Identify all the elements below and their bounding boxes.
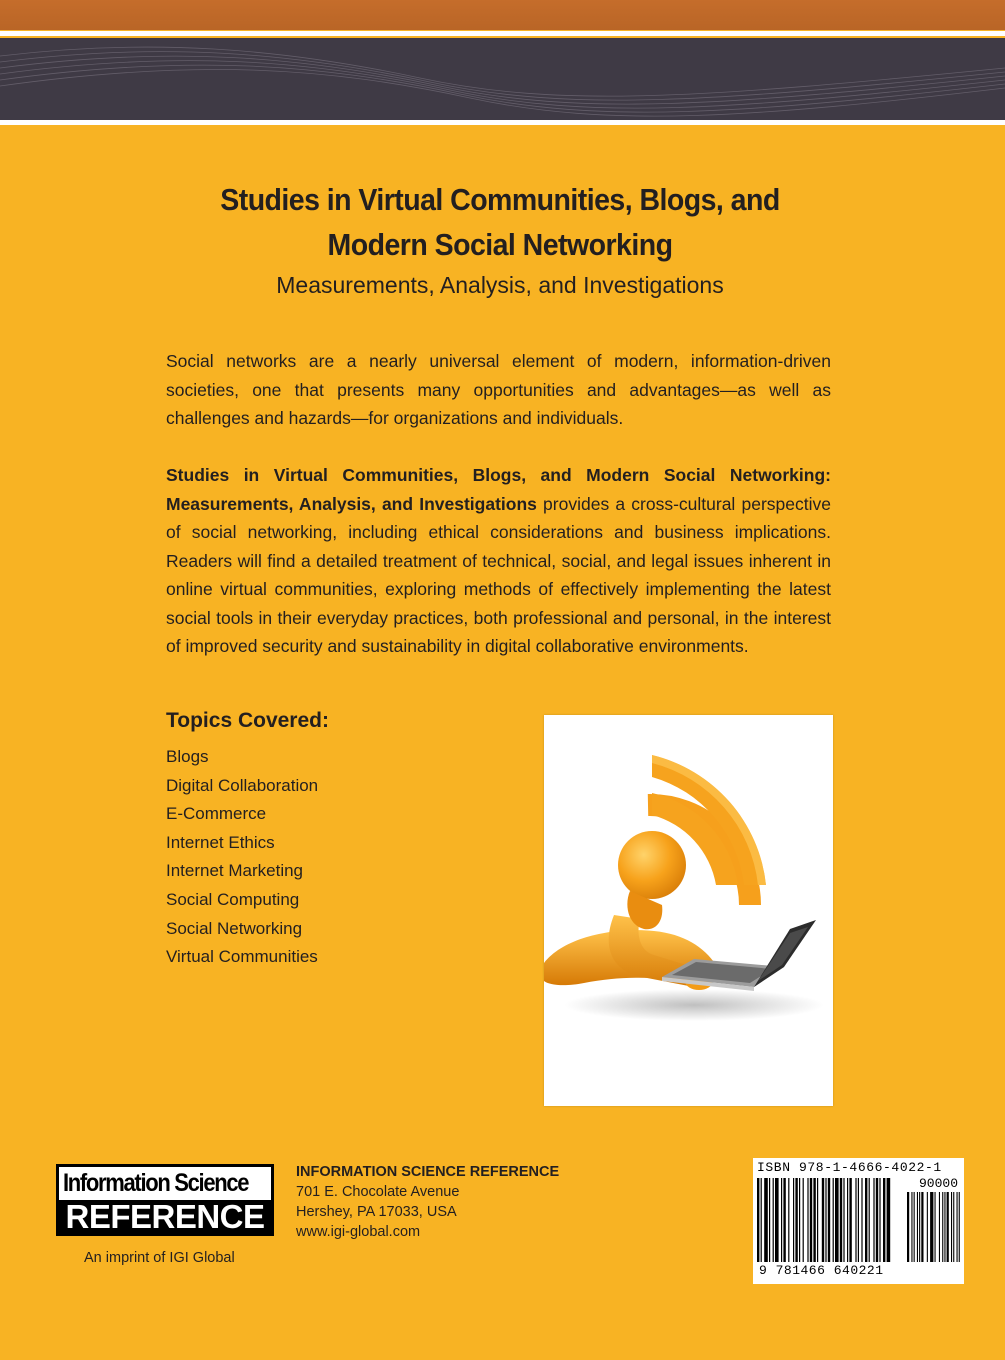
topic-item: Social Computing [166, 889, 300, 909]
band-divider [0, 31, 1005, 36]
ean-digits: 9 781466 640221 [759, 1263, 884, 1278]
price-code: 90000 [918, 1176, 958, 1191]
topic-item: Internet Marketing [166, 861, 304, 881]
publisher-website: www.igi-global.com [296, 1224, 421, 1240]
topics-list [166, 743, 318, 972]
topic-item: Virtual Communities [166, 947, 318, 967]
book-title-line2: Modern Social Networking [327, 227, 673, 262]
logo-text-bottom: REFERENCE [59, 1200, 271, 1233]
book-title-line1: Studies in Virtual Communities, Blogs, and [220, 182, 780, 217]
wave-lines-graphic [0, 38, 1005, 120]
description-bold-title: Studies in Virtual Communities, Blogs, and Modern Social Networking: Measurements, Analysis, and Investigations [166, 465, 831, 514]
publisher-street: 701 E. Chocolate Avenue [296, 1184, 460, 1200]
dark-wave-band [0, 38, 1005, 120]
topic-item: Social Networking [166, 918, 303, 938]
publisher-logo [56, 1164, 274, 1236]
imprint-note: An imprint of IGI Global [84, 1250, 235, 1266]
description-text: provides a cross-cultural perspective of social networking, including ethical considerations and business implications. Readers will find a detailed treatment of technical, social, and legal issues inherent in online virtual communities, exploring methods of effectively implementing the latest social tools in their everyday practices, both professional and personal, in the interest of improved security and sustainability in digital collaborative environments. [166, 493, 831, 656]
isbn-number: ISBN 978-1-4666-4022-1 [757, 1160, 942, 1175]
topic-item: Digital Collaboration [166, 775, 319, 795]
publisher-address [296, 1162, 559, 1242]
book-subtitle: Measurements, Analysis, and Investigations [276, 272, 724, 298]
top-orange-band [0, 0, 1005, 30]
isbn-barcode [753, 1158, 964, 1284]
topics-heading: Topics Covered: [166, 709, 329, 732]
cover-illustration [544, 715, 833, 1106]
publisher-city: Hershey, PA 17033, USA [296, 1204, 457, 1220]
description-paragraph [166, 461, 831, 661]
logo-text-top: Information Science [63, 1169, 249, 1197]
topic-item: Blogs [166, 747, 209, 766]
topic-item: E-Commerce [166, 804, 267, 824]
intro-paragraph: Social networks are a nearly universal element of modern, information-driven societies, one that presents many opportunities and advantages—as well as challenges and hazards—for organizations and individuals. [166, 351, 831, 428]
topic-item: Internet Ethics [166, 832, 275, 852]
band-divider-bottom [0, 120, 1005, 125]
person-laptop-wifi-illustration [544, 715, 833, 1106]
publisher-name: INFORMATION SCIENCE REFERENCE [296, 1164, 560, 1180]
